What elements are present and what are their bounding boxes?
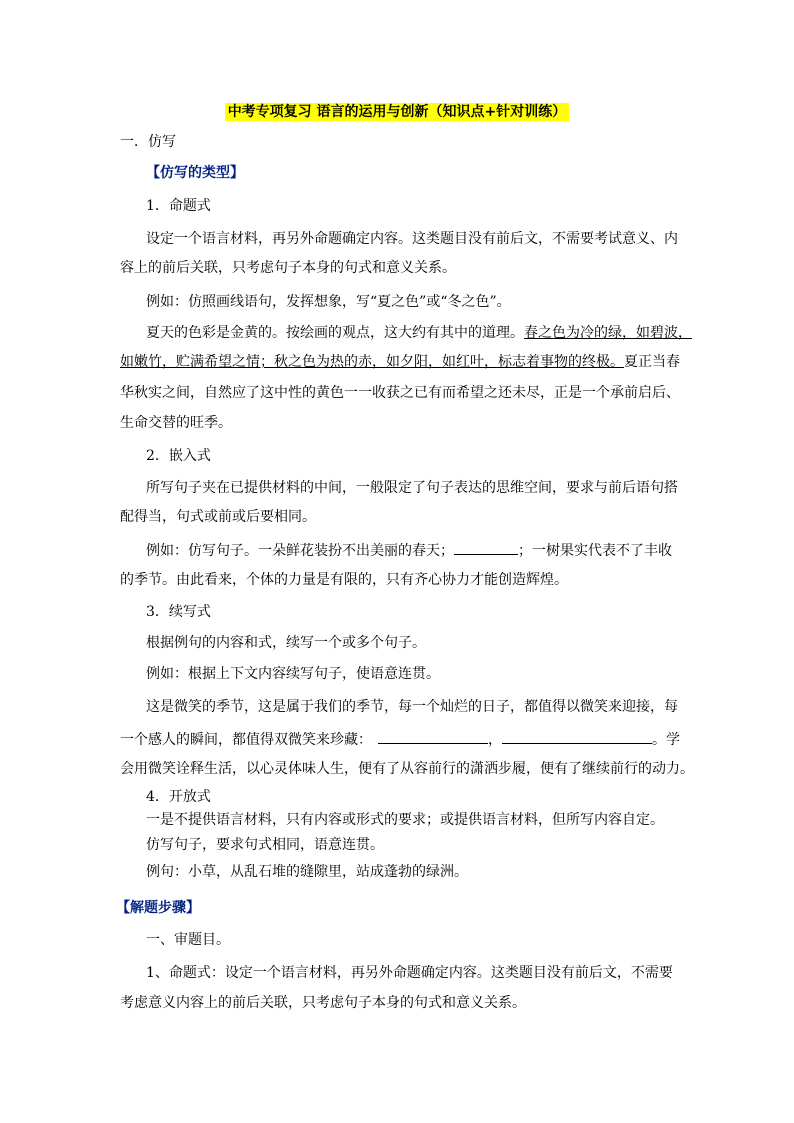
s1-para2-line4: 生命交替的旺季。 xyxy=(120,415,232,431)
s2-para1-line1: 所写句子夹在已提供材料的中间，一般限定了句子表达的思维空间，要求与前后语句搭 xyxy=(146,480,678,496)
subsection-3-label: 3．续写式 xyxy=(146,604,211,620)
section-heading-imitation: 一．仿写 xyxy=(120,134,176,150)
subsection-2-label: 2．嵌入式 xyxy=(146,448,211,464)
s3-para2-line1: 这是微笑的季节，这是属于我们的季节，每一个灿烂的日子，都值得以微笑来迎接，每 xyxy=(146,699,678,715)
s3-para2-text: 一个感人的瞬间，都值得双微笑来珍藏： xyxy=(120,732,372,748)
s3-para1: 根据例句的内容和式，续写一个或多个句子。 xyxy=(146,635,426,651)
subsection-1-label: 1．命题式 xyxy=(146,198,211,214)
fill-blank-2[interactable] xyxy=(378,729,488,744)
fill-blank-1[interactable] xyxy=(454,540,518,555)
s4-para2: 仿写句子，要求句式相同，语意连贯。 xyxy=(146,837,384,853)
s2-example-text: 例如：仿写句子。一朵鲜花装扮不出美丽的春天； xyxy=(146,543,454,559)
subsection-4-label: 4．开放式 xyxy=(146,789,211,805)
types-heading-text: 【仿写的类型】 xyxy=(146,165,244,181)
s1-underlined-1: 春之色为冷的绿，如碧波， xyxy=(524,325,692,341)
s4-example: 例句：小草，从乱石堆的缝隙里，站成蓬勃的绿洲。 xyxy=(146,864,468,880)
s1-para2-text: 夏天的色彩是金黄的。按绘画的观点，这大约有其中的道理。 xyxy=(146,325,524,341)
s1-para1-line1: 设定一个语言材料，再另外命题确定内容。这类题目没有前后文，不需要考试意义、内 xyxy=(146,231,678,247)
s1-example: 例如：仿照画线语句，发挥想象，写“夏之色”或“冬之色”。 xyxy=(146,294,511,310)
types-heading xyxy=(146,163,244,183)
s1-para2-line3: 华秋实之间，自然应了这中性的黄色一一收获之已有而希望之还未尽，正是一个承前启后、 xyxy=(120,385,680,401)
s1-para2-line2 xyxy=(120,352,680,372)
s2-example-line2: 的季节。由此看来，个体的力量是有限的，只有齐心协力才能创造辉煌。 xyxy=(120,572,568,588)
s2-example-line1 xyxy=(146,540,672,561)
title-container xyxy=(0,103,794,121)
s1-underlined-2: 如嫩竹，贮满希望之情；秋之色为热的赤，如夕阳，如红叶，标志着事物的终极。 xyxy=(120,354,624,370)
s3-para2-line2 xyxy=(120,729,680,750)
s2-example-tail: ；一树果实代表不了丰收 xyxy=(518,543,672,559)
s2-para1-line2: 配得当，句式或前或后要相同。 xyxy=(120,509,316,525)
s3-para2-tail: 。学 xyxy=(652,732,680,748)
steps-heading xyxy=(116,898,200,918)
s1-para2-tail: 夏正当春 xyxy=(624,354,680,370)
s3-example: 例如：根据上下文内容续写句子，使语意连贯。 xyxy=(146,666,440,682)
step1-para-line2: 考虑意义内容上的前后关联，只考虑句子本身的句式和意义关系。 xyxy=(120,995,526,1011)
step1-heading: 一、审题目。 xyxy=(146,932,230,948)
s3-comma: ， xyxy=(488,732,502,748)
s4-para1: 一是不提供语言材料，只有内容或形式的要求；或提供语言材料，但所写内容自定。 xyxy=(146,812,664,828)
step1-para-line1: 1、命题式：设定一个语言材料，再另外命题确定内容。这类题目没有前后文，不需要 xyxy=(146,965,673,981)
s1-para1-line2: 容上的前后关联，只考虑句子本身的句式和意义关系。 xyxy=(120,260,456,276)
s1-para2-line1 xyxy=(146,323,692,343)
steps-heading-text: 【解题步骤】 xyxy=(116,900,200,916)
page-title: 中考专项复习 语言的运用与创新（知识点+针对训练） xyxy=(225,103,570,121)
s3-para2-line3: 会用微笑诠释生活，以心灵体味人生，便有了从容前行的潇洒步履，便有了继续前行的动力。 xyxy=(120,761,694,777)
fill-blank-3[interactable] xyxy=(502,729,652,744)
